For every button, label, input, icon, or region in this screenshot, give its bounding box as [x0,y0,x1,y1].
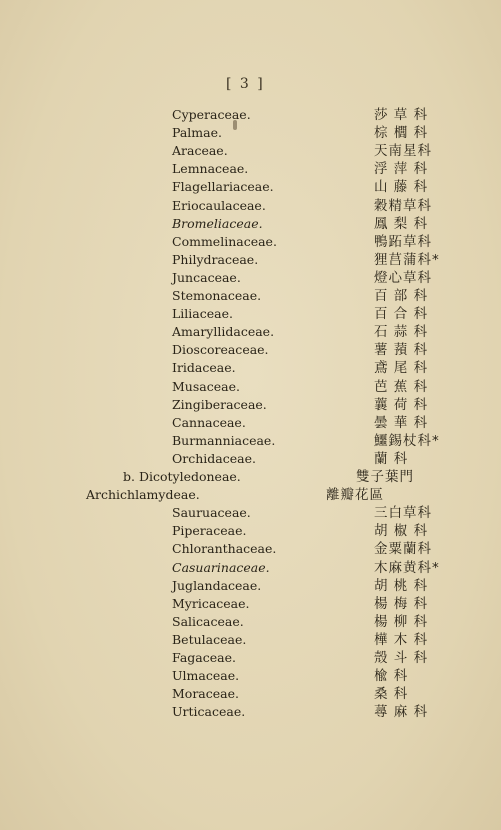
family-entry [0,233,501,251]
japanese-name: 蘘 荷 科 [374,396,429,413]
latin-name: Araceae. [172,143,228,159]
family-entry [0,595,501,613]
japanese-name: 芭 蕉 科 [374,378,429,395]
japanese-name: 鳶 尾 科 [374,360,429,377]
japanese-name: 金粟蘭科 [374,541,432,558]
japanese-name: 棕 櫚 科 [374,125,429,142]
latin-name: Lemnaceae. [172,161,249,177]
family-entry [0,178,501,196]
family-entry [0,631,501,649]
family-entry [0,649,501,667]
japanese-name: 山 藤 科 [374,179,429,196]
family-entry [0,396,501,414]
japanese-name: 燈心草科 [374,269,432,286]
family-entry [0,269,501,287]
japanese-name: 曇 華 科 [374,414,429,431]
latin-name: Burmanniaceae. [172,432,276,448]
latin-name: Cyperaceae. [172,107,251,122]
japanese-name: 蘭 科 [374,450,409,467]
latin-name: Orchidaceae. [172,450,256,466]
japanese-name: 離瓣花區 [326,487,384,504]
family-entry [0,305,501,323]
japanese-name: 天南星科 [374,143,432,160]
latin-name: Sauruaceae. [172,505,251,521]
family-entry [0,341,501,359]
latin-name: Juglandaceae. [172,577,262,593]
subclass-heading [0,486,501,504]
latin-name: Stemonaceae. [172,288,262,303]
japanese-name: 胡 桃 科 [374,577,429,594]
japanese-name: 鴨跖草科 [374,233,432,250]
family-entry [0,613,501,631]
latin-name: b. Dicotyledoneae. [123,469,241,484]
latin-name: Cannaceae. [172,414,246,430]
japanese-name: 薯 蕷 科 [374,342,429,359]
japanese-name: 殼 斗 科 [374,650,429,666]
family-entry [0,685,501,703]
family-entry [0,577,501,595]
family-entry [0,287,501,305]
latin-name: Amaryllidaceae. [172,324,275,340]
japanese-name: 蕁 麻 科 [374,704,429,721]
latin-name: Flagellariaceae. [172,179,274,195]
latin-name: Juncaceae. [172,269,241,285]
latin-name: Musaceae. [172,378,240,394]
latin-name: Myricaceae. [172,595,250,611]
division-heading [0,468,501,486]
family-entry [0,667,501,685]
japanese-name: 桑 科 [374,686,409,703]
japanese-name: 穀精草科 [374,197,432,214]
japanese-name: 雙子葉門 [356,469,414,485]
family-entry [0,359,501,377]
japanese-name: 百 合 科 [374,306,429,323]
japanese-name: 樺 木 科 [374,631,429,648]
latin-name: Chloranthaceae. [172,541,277,557]
latin-name: Palmae. [172,125,222,141]
latin-name: Moraceae. [172,686,239,702]
latin-name: Liliaceae. [172,306,233,322]
latin-name: Philydraceae. [172,251,259,267]
family-entry [0,160,501,178]
latin-name: Bromeliaceae. [172,215,263,231]
family-entry [0,106,501,124]
family-entry [0,450,501,468]
family-entry [0,559,501,577]
japanese-name: 三白草科 [374,505,432,522]
latin-name: Salicaceae. [172,613,244,629]
latin-name: Dioscoreaceae. [172,342,269,358]
latin-name: Iridaceae. [172,360,236,376]
latin-name: Archichlamydeae. [86,487,200,503]
family-entry [0,703,501,721]
japanese-name: 楊 梅 科 [374,595,429,612]
japanese-name: 楊 柳 科 [374,613,429,630]
latin-name: Ulmaceae. [172,668,240,684]
japanese-name: 莎 草 科 [374,107,429,123]
japanese-name: 木麻黄科* [374,559,440,576]
family-entry [0,251,501,269]
family-entry [0,432,501,450]
latin-name: Zingiberaceae. [172,396,267,412]
japanese-name: 百 部 科 [374,288,429,304]
latin-name: Casuarinaceae. [172,559,270,575]
japanese-name: 石 蒜 科 [374,324,429,341]
family-entry [0,124,501,142]
japanese-name: 楡 科 [374,668,409,685]
family-entry [0,142,501,160]
page-number: [ 3 ] [226,76,265,92]
family-entry [0,197,501,215]
family-entry [0,323,501,341]
family-entry [0,540,501,558]
latin-name: Betulaceae. [172,631,247,647]
japanese-name: 狸莒蒲科* [374,251,440,268]
japanese-name: 鱷錫杖科* [374,432,440,449]
latin-name: Urticaceae. [172,704,246,720]
japanese-name: 鳳 梨 科 [374,215,429,232]
latin-name: Piperaceae. [172,523,247,539]
family-entry [0,522,501,540]
japanese-name: 胡 椒 科 [374,523,429,540]
family-entry [0,378,501,396]
family-entry [0,215,501,233]
family-entry [0,414,501,432]
latin-name: Commelinaceae. [172,233,277,249]
latin-name: Eriocaulaceae. [172,197,266,213]
japanese-name: 浮 萍 科 [374,161,429,178]
latin-name: Fagaceae. [172,650,236,665]
family-entry [0,504,501,522]
